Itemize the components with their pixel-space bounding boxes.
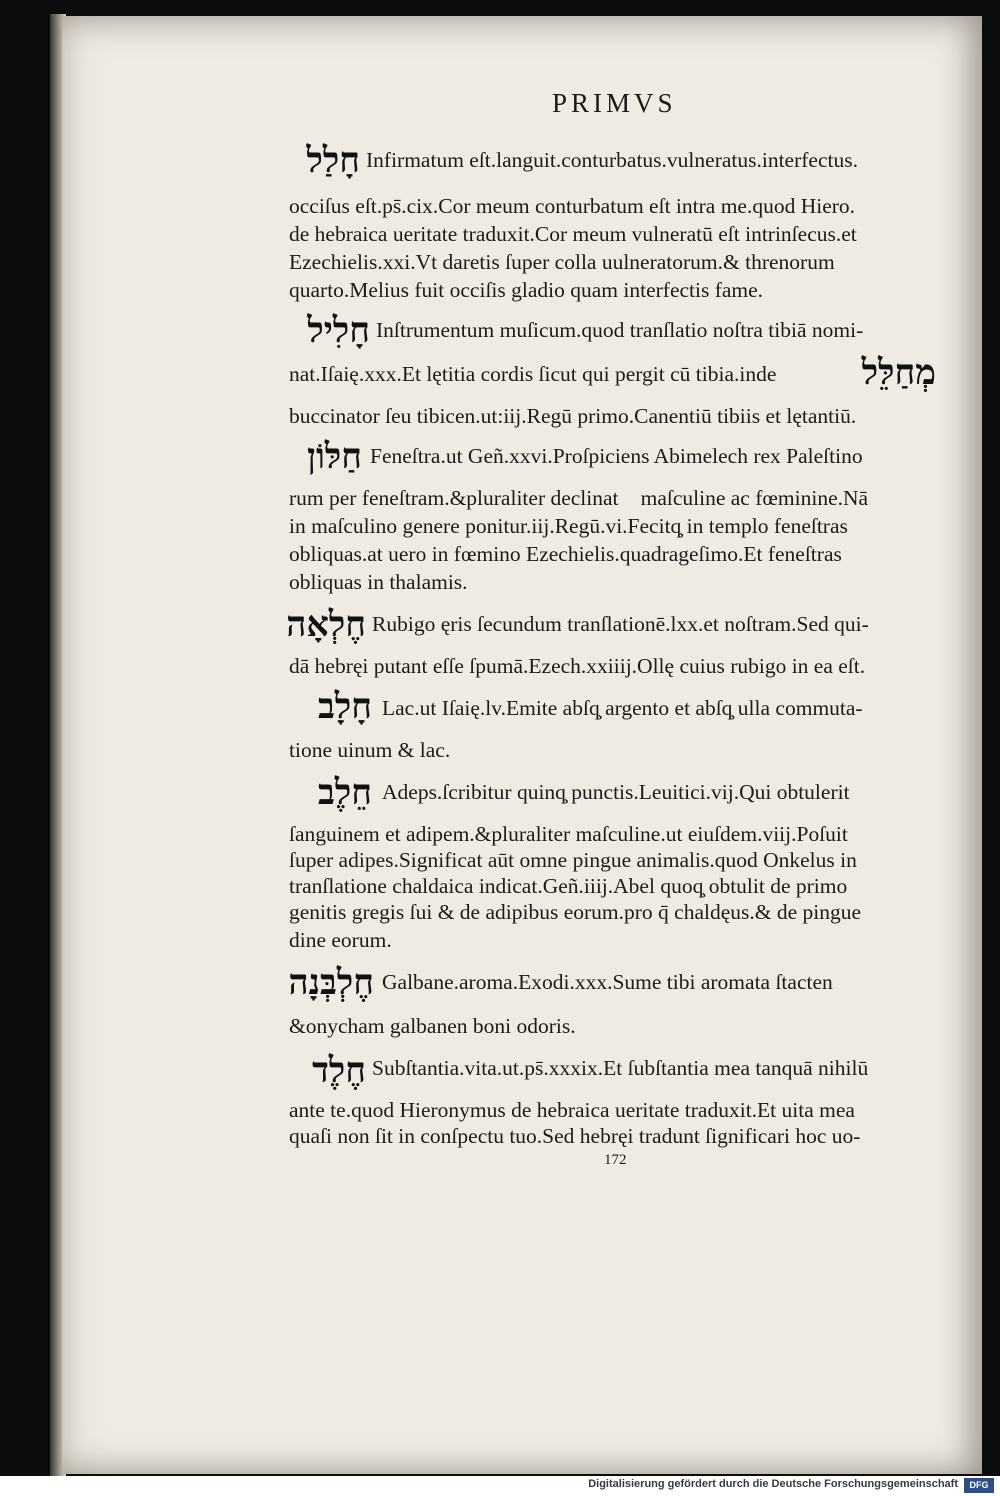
hebrew-headword: חֶלְבְּנָה	[288, 962, 374, 1003]
footer-credit: Digitalisierung gefördert durch die Deutsche Forschungsgemeinschaft	[588, 1478, 958, 1490]
hebrew-headword: חַלּוֹן	[307, 436, 362, 477]
entry-line: Rubigo ęris ſecundum tranſlationē.lxx.et noſtram.Sed qui-	[372, 612, 869, 636]
entry-line: dā hebręi putant eſſe ſpumā.Ezech.xxiiij.Ollę cuius rubigo in ea eſt.	[289, 654, 866, 678]
hebrew-headword: חֵלֶב	[318, 772, 372, 813]
entry-line: Infirmatum eſt.languit.conturbatus.vulneratus.interfectus.	[366, 148, 858, 172]
running-head: PRIMVS	[552, 88, 677, 118]
entry-line: nat.Iſaię.xxx.Et lętitia cordis ſicut qui pergit cū tibia.inde	[289, 362, 777, 386]
digitization-footer	[0, 1476, 1000, 1496]
entry-line: Feneſtra.ut Geñ.xxvi.Proſpiciens Abimelech rex Paleſtino	[370, 444, 863, 468]
entry-line: occiſus eſt.ps̄.cix.Cor meum conturbatum eſt intra me.quod Hiero.	[289, 194, 856, 218]
hebrew-headword: חָלָב	[318, 686, 372, 727]
entry-line: ante te.quod Hieronymus de hebraica ueritate traduxit.Et uita mea	[289, 1098, 855, 1122]
entry-line: obliquas.at uero in fœmino Ezechielis.quadrageſimo.Et feneſtras	[289, 542, 842, 566]
hebrew-headword: חֶלְאָה	[286, 604, 366, 645]
entry-line: de hebraica ueritate traduxit.Cor meum vulneratū eſt intrinſecus.et	[289, 222, 857, 246]
hebrew-headword: חֶלֶד	[312, 1050, 366, 1091]
entry-line: ſuper adipes.Significat aūt omne pingue animalis.quod Onkelus in	[289, 848, 857, 872]
entry-line: genitis gregis ſui & de adipibus eorum.pro q̄ chaldęus.& de pingue	[289, 900, 862, 924]
entry-line: quaſi non ſit in conſpectu tuo.Sed hebręi tradunt ſignificari hoc uo-	[289, 1124, 861, 1148]
hebrew-headword: חָלַל	[306, 140, 360, 181]
entry-line: rum per feneſtram.&pluraliter declinatᷣ maſculine ac fœminine.Nā	[289, 486, 869, 510]
entry-line: ſanguinem et adipem.&pluraliter maſculine.ut eiuſdem.viij.Poſuit	[289, 822, 848, 846]
folio-number: 172	[604, 1152, 627, 1168]
dfg-logo: DFG	[964, 1478, 994, 1493]
hebrew-inline-word: מְחַלֵּל	[861, 352, 936, 393]
entry-line: quarto.Melius fuit occiſis gladio quam interfectis fame.	[289, 278, 764, 302]
entry-line: in maſculino genere ponitur.iij.Regū.vi.Fecitq̧ in templo feneſtras	[289, 514, 848, 538]
hebrew-headword: חָלִיל	[307, 310, 370, 351]
entry-line: obliquas in thalamis.	[289, 570, 468, 594]
entry-line: &onycham galbanen boni odoris.	[289, 1014, 576, 1038]
entry-line: tione uinum & lac.	[289, 738, 451, 762]
entry-line: tranſlatione chaldaica indicat.Geñ.iiij.Abel quoq̧ obtulit de primo	[289, 874, 848, 898]
entry-line: Galbane.aroma.Exodi.xxx.Sume tibi aromata ſtacten	[382, 970, 833, 994]
entry-line: Adeps.ſcribitur quinq̧ punctis.Leuitici.vij.Qui obtulerit	[382, 780, 850, 804]
entry-line: Inſtrumentum muſicum.quod tranſlatio noſtra tibiā nomi-	[376, 318, 864, 342]
entry-line: Lac.ut Iſaię.lv.Emite abſq̧ argento et abſq̧ ulla commuta-	[382, 696, 863, 720]
entry-line: dine eorum.	[289, 928, 392, 952]
entry-line: buccinator ſeu tibicen.ut:iij.Regū primo.Canentiū tibiis et lętantiū.	[289, 404, 857, 428]
entry-line: Ezechielis.xxi.Vt daretis ſuper colla uulneratorum.& threnorum	[289, 250, 835, 274]
entry-line: Subſtantia.vita.ut.ps̄.xxxix.Et ſubſtantia mea tanquā nihilū	[372, 1056, 869, 1080]
